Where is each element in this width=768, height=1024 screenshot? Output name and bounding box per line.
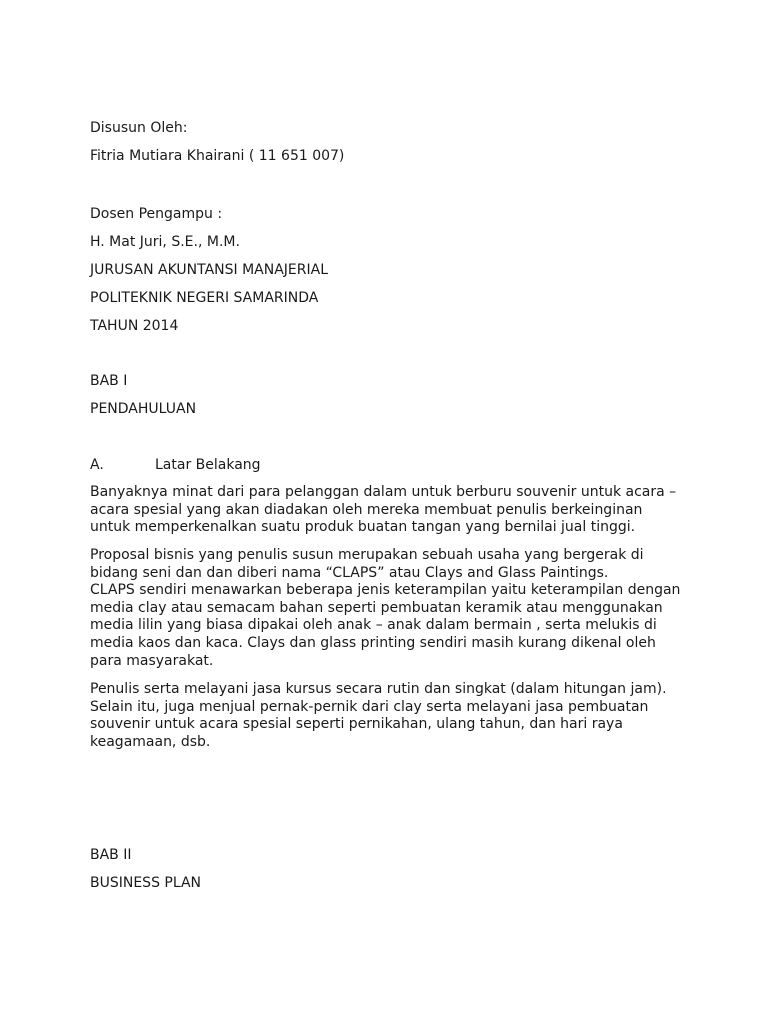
institution: POLITEKNIK NEGERI SAMARINDA [90, 290, 319, 306]
department: JURUSAN AKUNTANSI MANAJERIAL [90, 262, 328, 278]
paragraph-2: Proposal bisnis yang penulis susun merupakan sebuah usaha yang bergerak di bidang seni dan dan diberi nama “CLAPS” atau Clays and Glass Paintings. CLAPS sendiri menawarkan beberapa jenis keterampilan yaitu keterampilan dengan media clay atau semacam bahan seperti pembuatan keramik atau menggunakan media lilin yang biasa dipakai oleh anak – anak dalam bermain , serta melukis di media kaos dan kaca. Clays dan glass printing sendiri masih kurang dikenal oleh para masyarakat. [90, 547, 681, 669]
section-a-number: A. [90, 457, 104, 473]
dosen-label: Dosen Pengampu : [90, 206, 223, 222]
disusun-label: Disusun Oleh: [90, 120, 188, 136]
section-a-title: Latar Belakang [155, 457, 261, 473]
year: TAHUN 2014 [90, 318, 179, 334]
dosen-name: H. Mat Juri, S.E., M.M. [90, 234, 240, 250]
bab1-label: BAB I [90, 373, 128, 389]
bab2-label: BAB II [90, 847, 132, 863]
section-a-heading [90, 456, 261, 474]
paragraph-3: Penulis serta melayani jasa kursus secara rutin dan singkat (dalam hitungan jam). Selain itu, juga menjual pernak-pernik dari clay serta melayani jasa pembuatan souvenir untuk acara spesial seperti pernikahan, ulang tahun, dan hari raya keagamaan, dsb. [90, 681, 667, 750]
paragraph-1: Banyaknya minat dari para pelanggan dalam untuk berburu souvenir untuk acara – acara spesial yang akan diadakan oleh mereka membuat penulis berkeinginan untuk memperkenalkan suatu produk buatan tangan yang bernilai jual tinggi. [90, 484, 677, 536]
author-name: Fitria Mutiara Khairani ( 11 651 007) [90, 148, 345, 164]
bab2-title: BUSINESS PLAN [90, 875, 202, 891]
bab1-title: PENDAHULUAN [90, 401, 197, 417]
